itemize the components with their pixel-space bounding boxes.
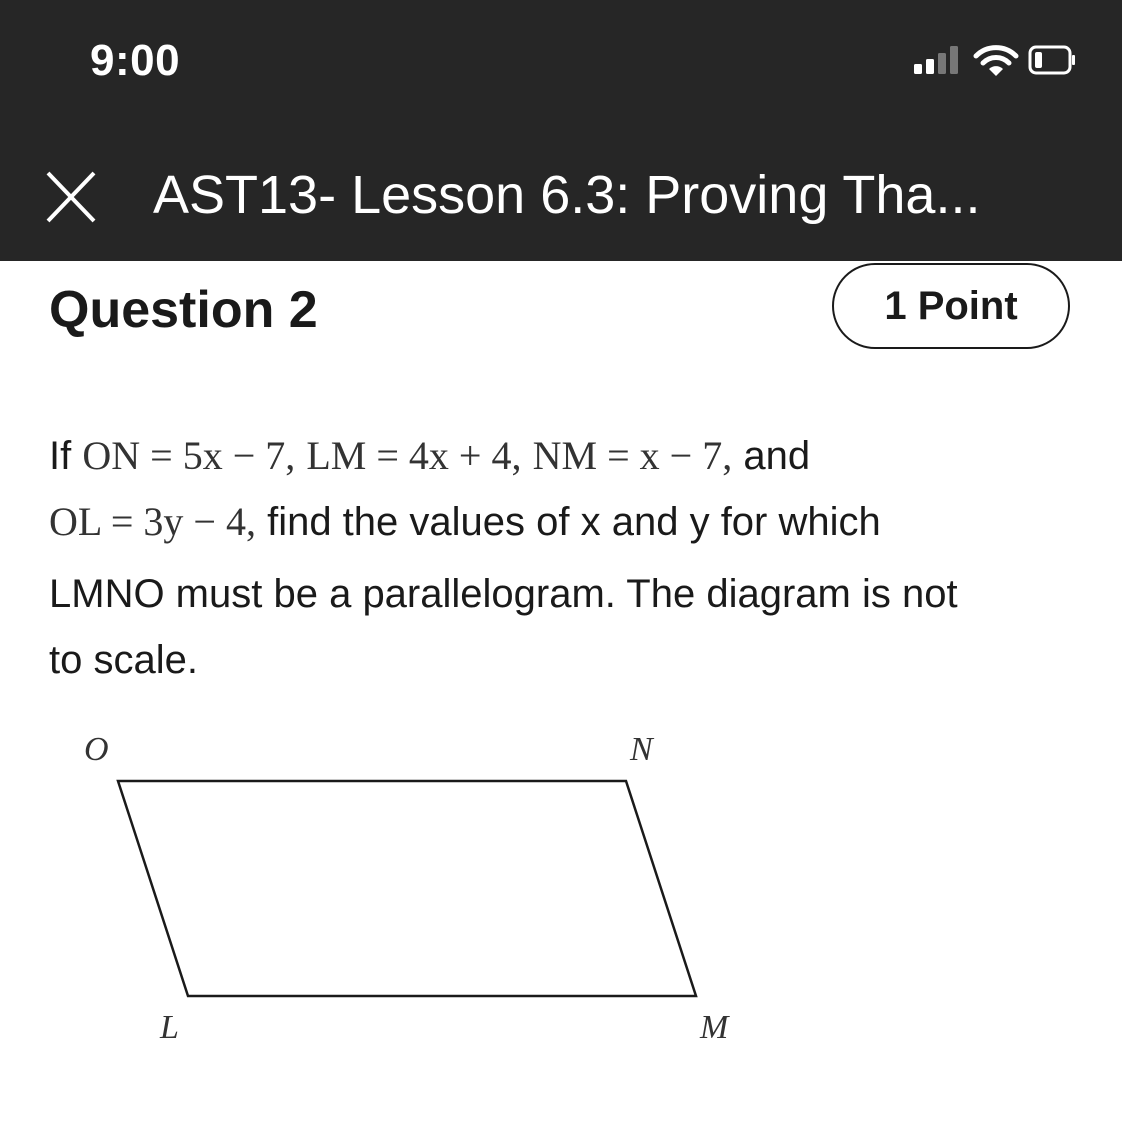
status-time: 9:00 (90, 36, 181, 85)
question-prefix: If (49, 434, 72, 478)
lesson-title: AST13- Lesson 6.3: Proving Tha... (153, 165, 981, 225)
close-button[interactable] (40, 166, 102, 228)
wifi-icon (976, 48, 1016, 76)
equation-on: ON = 5x − 7, (82, 433, 296, 478)
question-line-3: LMNO must be a parallelogram. The diagram is not (49, 572, 958, 616)
question-line-2-text: find the values of x and y for which (267, 500, 881, 544)
vertex-label-m: M (700, 1009, 729, 1046)
vertex-label-o: O (84, 731, 109, 768)
question-title: Question 2 (49, 281, 318, 339)
points-badge (832, 263, 1070, 349)
equation-nm: NM = x − 7, (532, 433, 733, 478)
status-bar (0, 0, 1122, 124)
and-word: and (743, 434, 811, 478)
cellular-signal-icon (914, 46, 958, 74)
question-line-1 (49, 432, 810, 479)
status-icons (876, 40, 1076, 80)
title-bar (0, 124, 1122, 261)
equation-ol: OL = 3y − 4, (49, 499, 256, 544)
parallelogram-diagram (60, 720, 780, 1065)
close-icon (40, 166, 102, 228)
question-line-4: to scale. (49, 638, 198, 682)
question-line-2 (49, 498, 881, 545)
vertex-label-l: L (160, 1009, 179, 1046)
vertex-label-n: N (630, 731, 653, 768)
points-label: 1 Point (884, 283, 1018, 328)
parallelogram-shape (118, 781, 696, 996)
equation-lm: LM = 4x + 4, (306, 433, 522, 478)
battery-icon (1030, 47, 1075, 73)
